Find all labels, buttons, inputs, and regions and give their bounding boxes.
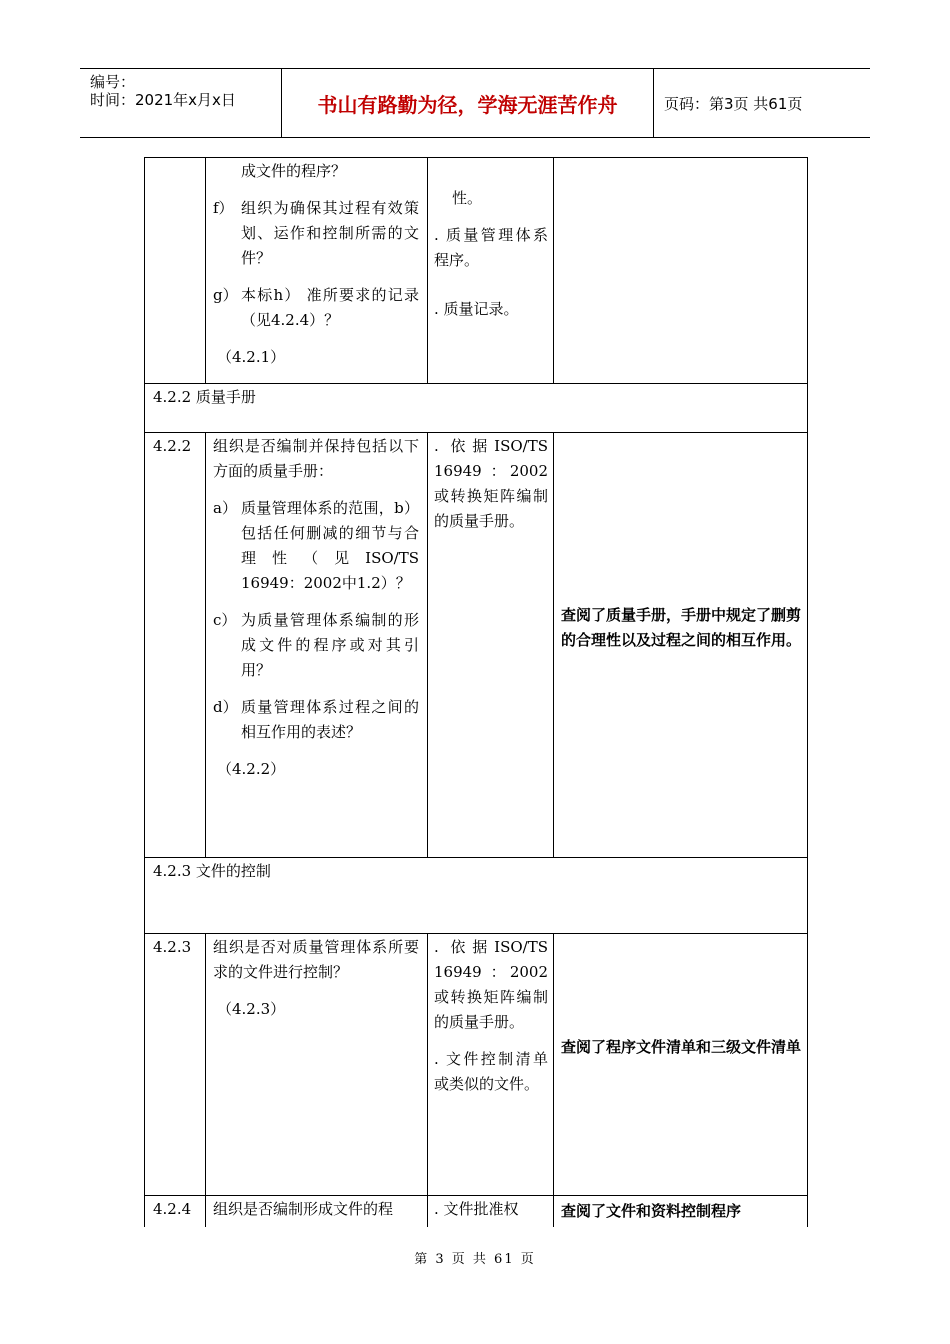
r3-evidence-0: . 依据ISO/TS 16949 ：2002或转换矩阵编制的质量手册。: [434, 938, 548, 1031]
col-line: [205, 432, 206, 857]
r3-evidence: [434, 935, 548, 1097]
col-line: [553, 157, 554, 383]
page-header: [80, 68, 870, 138]
r3-evidence-1: . 文件控制清单或类似的文件。: [434, 1050, 548, 1093]
r1-q1-label: f）: [213, 199, 234, 217]
col-line: [553, 432, 554, 857]
r4-text: 组织是否编制形成文件的程: [213, 1200, 394, 1218]
r2-qd-label: d）: [213, 698, 238, 716]
col-line: [553, 933, 554, 1227]
row-line: [144, 857, 808, 858]
r2-qd-text: 质量管理体系过程之间的相互作用的表述？: [241, 698, 419, 741]
header-motto: 书山有路勤为径，学海无涯苦作舟: [282, 69, 654, 137]
date-label: 时间：2021年x月x日: [90, 91, 236, 109]
section-4-2-2-heading: 4.2.2 质量手册: [153, 388, 256, 406]
table-border-right: [807, 157, 808, 1227]
r3-ref: （4.2.3）: [217, 1000, 286, 1018]
r1-evidence-2: . 质量记录。: [434, 300, 519, 318]
col-line: [427, 157, 428, 383]
row-line: [144, 432, 808, 433]
r2-questions: [213, 434, 419, 782]
r1-q0-text: 成文件的程序？: [241, 162, 347, 180]
r2-qa-text: 质量管理体系的范围，b） 包括任何删减的细节与合理性（见ISO/TS 16949：2002中1.2）？: [241, 499, 419, 592]
r2-intro: 组织是否编制并保持包括以下方面的质量手册：: [213, 437, 419, 480]
r1-q1-text: 组织为确保其过程有效策划、运作和控制所需的文件？: [241, 199, 419, 267]
section-4-2-3-heading: 4.2.3 文件的控制: [153, 862, 271, 880]
r4-result: 查阅了文件和资料控制程序: [561, 1202, 742, 1220]
header-page-code: 页码：第3页 共61页: [664, 94, 803, 113]
r2-qc-text: 为质量管理体系编制的形成文件的程序或对其引用？: [241, 611, 419, 679]
r4-evidence: . 文件批准权: [434, 1200, 519, 1218]
r3-question: [213, 935, 419, 1022]
r1-q2-label: g）: [213, 286, 238, 304]
r4-clause: 4.2.4: [153, 1200, 192, 1218]
r1-evidence-1: . 质量管理体系程序。: [434, 226, 548, 269]
row-line: [144, 383, 808, 384]
r1-evidence: [434, 186, 548, 322]
r2-qc-label: c）: [213, 611, 237, 629]
header-meta: [80, 69, 282, 137]
r2-result: 查阅了质量手册，手册中规定了删剪的合理性以及过程之间的相互作用。: [561, 606, 802, 649]
r3-result: 查阅了程序文件清单和三级文件清单: [561, 1038, 802, 1056]
r1-q2-text: 本标h） 准所要求的记录（见4.2.4）？: [241, 286, 419, 329]
r2-ref: （4.2.2）: [217, 760, 286, 778]
row-line: [144, 157, 808, 158]
r1-questions: [213, 159, 419, 370]
r3-text: 组织是否对质量管理体系所要求的文件进行控制？: [213, 938, 419, 981]
col-line: [205, 933, 206, 1227]
r1-evidence-0: 性。: [452, 189, 483, 207]
row-line: [144, 933, 808, 934]
row-line: [144, 1195, 808, 1196]
table-border-left: [144, 157, 145, 1227]
col-line: [427, 933, 428, 1227]
col-line: [427, 432, 428, 857]
r2-qa-label: a）: [213, 499, 237, 517]
r2-evidence: . 依据ISO/TS 16949 ：2002或转换矩阵编制的质量手册。: [434, 437, 548, 530]
col-line: [205, 157, 206, 383]
number-label: 编号：: [90, 73, 136, 91]
r3-clause: 4.2.3: [153, 938, 192, 956]
page-footer: 第 3 页 共 61 页: [414, 1252, 536, 1267]
r1-ref: （4.2.1）: [217, 348, 286, 366]
r2-clause: 4.2.2: [153, 437, 192, 455]
